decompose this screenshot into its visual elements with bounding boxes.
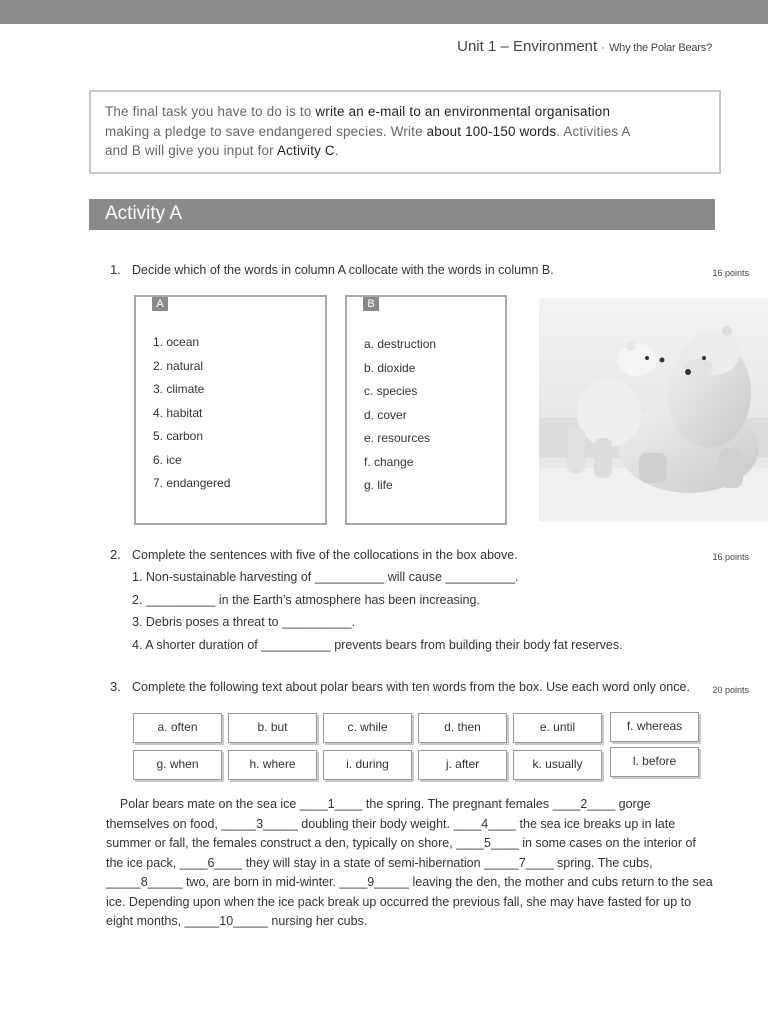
question-number: 2. <box>110 547 121 562</box>
top-bar <box>0 0 768 24</box>
unit-title: Unit 1 – Environment <box>457 38 598 55</box>
sentence-1: 1. Non-sustainable harvesting of __________ will cause __________. <box>132 570 519 584</box>
word-box: h. where <box>228 750 317 780</box>
intro-highlight: Activity C <box>277 143 335 158</box>
passage-line: summer or fall, the females construct a den, typically on shore, ____5____ in some cases on the interior of <box>106 836 696 850</box>
question-text: Complete the sentences with five of the collocations in the box above. <box>132 548 518 562</box>
word-box: g. when <box>133 750 222 780</box>
word-box: d. then <box>418 713 507 743</box>
question-text: Decide which of the words in column A collocate with the words in column B. <box>132 263 554 277</box>
points-q3: 20 points <box>712 685 749 695</box>
column-a-item: 7. endangered <box>153 476 231 490</box>
column-a-item: 5. carbon <box>153 429 204 443</box>
intro-text: and B will give you input for <box>105 143 274 158</box>
column-a-item: 4. habitat <box>153 405 203 420</box>
passage-line: the ice pack, ____6____ they will stay in a state of semi-hibernation _____7____ spring. The cubs, <box>106 855 653 870</box>
column-b-box <box>345 295 507 525</box>
intro-text: . <box>334 143 339 158</box>
intro-text: The final task you have to do is to <box>105 104 312 119</box>
column-a-box <box>134 295 327 525</box>
polar-bears-image <box>539 298 768 521</box>
column-a-item: 1. ocean <box>153 335 200 349</box>
column-b-label: B <box>363 297 379 311</box>
column-a-item: 2. natural <box>153 358 204 373</box>
page-header <box>457 38 712 55</box>
column-a-list <box>153 335 230 500</box>
intro-highlight: write an e-mail to an environmental organisation <box>315 104 611 119</box>
word-box: e. until <box>513 713 602 743</box>
word-box: l. before <box>610 747 699 777</box>
activity-title: Activity A <box>89 199 715 230</box>
points-q1: 16 points <box>712 268 749 278</box>
column-a-item: 3. climate <box>153 382 205 396</box>
question-number: 3. <box>110 679 121 694</box>
intro-highlight: about 100-150 words <box>426 123 557 139</box>
passage <box>106 795 716 932</box>
question-number: 1. <box>110 262 121 277</box>
word-box: i. during <box>323 750 412 780</box>
column-b-list <box>364 337 436 502</box>
passage-line: themselves on food, _____3_____ doubling their body weight. ____4____ the sea ice breaks up in late <box>106 816 676 831</box>
question-1 <box>110 262 554 277</box>
polar-bears-photo <box>539 298 768 521</box>
passage-line: ice. Depending upon when the ice pack break up occurred the previous fall, she may have fasted for up to <box>106 894 692 909</box>
intro-text: making a pledge to save endangered species. Write <box>105 123 423 139</box>
word-box: k. usually <box>513 750 602 780</box>
sentence-3: 3. Debris poses a threat to __________. <box>132 615 356 629</box>
question-3 <box>110 679 690 694</box>
points-q2: 16 points <box>712 552 749 562</box>
word-box: a. often <box>133 713 222 743</box>
column-b-item: f. change <box>364 454 414 469</box>
word-box: b. but <box>228 713 317 743</box>
column-b-item: c. species <box>364 384 418 398</box>
passage-line: eight months, _____10_____ nursing her cubs. <box>106 914 368 928</box>
column-b-item: e. resources <box>364 431 431 445</box>
intro-text: . Activities A <box>556 123 631 139</box>
column-a-item: 6. ice <box>153 452 182 467</box>
question-text: Complete the following text about polar bears with ten words from the box. Use each word only once. <box>132 680 690 694</box>
sentence-4: 4. A shorter duration of __________ prevents bears from building their body fat reserves. <box>132 638 623 652</box>
word-box: j. after <box>418 750 507 780</box>
column-b-item: d. cover <box>364 407 407 422</box>
intro-box <box>89 90 721 174</box>
word-box: f. whereas <box>610 712 699 742</box>
passage-line: Polar bears mate on the sea ice ____1____ the spring. The pregnant females ____2____ gorge <box>106 797 651 811</box>
unit-subtitle: Why the Polar Bears? <box>609 42 712 54</box>
column-a-label: A <box>152 297 168 311</box>
column-b-item: a. destruction <box>364 337 437 351</box>
header-separator: · <box>601 42 605 54</box>
passage-line: _____8_____ two, are born in mid-winter. ____9_____ leaving the den, the mother and cubs return to the sea <box>106 875 713 889</box>
sentence-2: 2. __________ in the Earth’s atmosphere has been increasing. <box>132 593 480 607</box>
column-b-item: g. life <box>364 478 393 492</box>
question-2 <box>110 547 518 562</box>
column-b-item: b. dioxide <box>364 360 416 375</box>
word-box: c. while <box>323 713 412 743</box>
